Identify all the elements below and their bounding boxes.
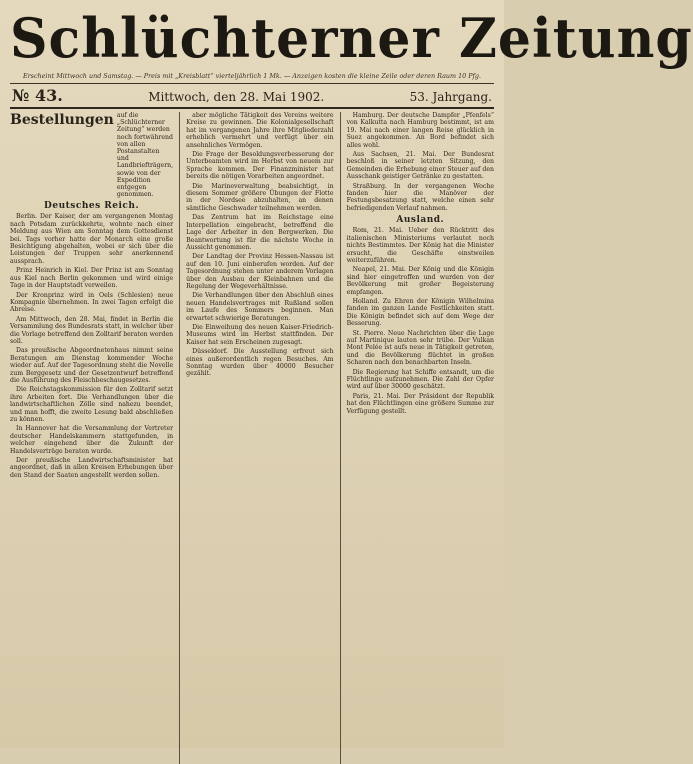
subscription-heading: Bestellungen xyxy=(10,112,114,128)
issue-number: № 43. xyxy=(12,86,63,105)
article-paragraph: Die Einweihung des neuen Kaiser-Friedrich-Museums wird im Herbst stattfinden. Der Kaiser hat sein Erscheinen zugesagt. xyxy=(186,323,334,346)
masthead-title: Schlüchterner Zeitung xyxy=(10,6,693,71)
article-paragraph: Aus Sachsen, 21. Mai. Der Bundesrat beschloß in seiner letzten Sitzung, den Gemeinden die Erhebung einer Steuer auf den Ausschank geistiger Getränke zu gestatten. xyxy=(346,151,494,181)
section-heading: Ausland. xyxy=(396,215,445,226)
article-paragraph: aber mögliche Tätigkeit des Vereins weitere Kreise zu gewinnen. Die Kolonialgesellschaft hat im vergangenen Jahre ihre Mitgliederzahl erheblich vermehrt und verfügt über ein ansehnliches Vermögen. xyxy=(186,112,334,149)
article-paragraph: Der Kronprinz wird in Oels (Schlesien) neue Kompagnie übernehmen. In zwei Tagen erfolgt die Abreise. xyxy=(10,291,174,314)
issue-year: 53. Jahrgang. xyxy=(409,90,492,104)
article-paragraph: Das preußische Abgeordnetenhaus nimmt seine Beratungen am Dienstag kommender Woche wieder auf. Auf der Tagesordnung steht die Novelle zum Berggesetz und der Gesetzentwurf betreffend die Ausführung des Fleischbeschaugesetzes. xyxy=(10,347,174,384)
subscription-text: auf die „Schlüchterner Zeitung“ werden noch fortwährend von allen Postanstalten und Landbriefträgern, sowie von der Expedition entgegen genommen. xyxy=(116,112,174,199)
article-paragraph: In Hannover hat die Versammlung der Vertreter deutscher Handelskammern stattgefunden, in welcher eingehend über die Zukunft der Handelsverträge beraten wurde. xyxy=(10,425,174,455)
section-heading: Deutsches Reich. xyxy=(44,201,140,212)
article-columns xyxy=(10,112,494,764)
article-paragraph: Prinz Heinrich in Kiel. Der Prinz ist am Sonntag aus Kiel nach Berlin gekommen und wird einige Tage in der Hauptstadt verweilen. xyxy=(10,267,174,290)
article-paragraph: Neapel, 21. Mai. Der König und die Königin sind hier eingetroffen und wurden von der Bevölkerung mit großer Begeisterung empfangen. xyxy=(346,266,494,296)
article-paragraph: St. Pierre. Neue Nachrichten über die Lage auf Martinique lauten sehr trübe. Der Vulkan Mont Pelée ist aufs neue in Tätigkeit getreten, und die Bevölkerung flüchtet in großen Scharen nach den benachbarten Inseln. xyxy=(346,329,494,367)
article-paragraph: Rom, 21. Mai. Ueber den Rücktritt des italienischen Ministeriums verlautet noch nichts Bestimmtes. Der König hat die Minister ersucht, die Geschäfte einstweilen weiterzuführen. xyxy=(346,227,494,264)
article-paragraph: Am Mittwoch, den 28. Mai, findet in Berlin die Versammlung des Bundesrats statt, in welcher über die Vorlage betreffend den Zolltarif beraten werden soll. xyxy=(10,315,174,345)
column-3 xyxy=(347,112,494,764)
column-2 xyxy=(186,112,333,764)
column-rule xyxy=(340,112,341,764)
issue-date: Mittwoch, den 28. Mai 1902. xyxy=(148,90,325,104)
article-paragraph: Straßburg. In der vergangenen Woche fanden hier die Manöver der Festungsbesatzung statt, welche einen sehr befriedigenden Verlauf nahmen. xyxy=(346,182,494,212)
subscription-notice xyxy=(10,112,173,198)
article-paragraph: Der preußische Landwirtschaftsminister hat angeordnet, daß in allen Kreisen Erhebungen über den Stand der Saaten angestellt werden sollen. xyxy=(10,457,174,479)
article-paragraph: Hamburg. Der deutsche Dampfer „Pfenfels“ von Kalkutta nach Hamburg bestimmt, ist am 19. Mai nach einer langen Reise glücklich in Suez angekommen. An Bord befindet sich alles wohl. xyxy=(346,112,494,149)
masthead-subline: Erscheint Mittwoch und Samstag. — Preis mit „Kreisblatt“ vierteljährlich 1 Mk. — Anzeigen kosten die kleine Zeile oder deren Raum 10 Pfg. xyxy=(10,72,494,84)
article-paragraph: Die Marineverwaltung beabsichtigt, in diesem Sommer größere Übungen der Flotte in der Nordsee abzuhalten, an denen sämtliche Geschwader teilnehmen werden. xyxy=(186,182,334,212)
article-paragraph: Paris, 21. Mai. Der Präsident der Republik hat den Flüchtlingen eine größere Summe zur Verfügung gestellt. xyxy=(346,392,494,415)
column-rule xyxy=(179,112,180,764)
article-paragraph: Holland. Zu Ehren der Königin Wilhelmina fanden im ganzen Lande Festlichkeiten statt. Die Königin befindet sich auf dem Wege der Besserung. xyxy=(346,297,494,328)
column-1 xyxy=(10,112,173,764)
article-paragraph: Düsseldorf. Die Ausstellung erfreut sich eines außerordentlich regen Besuches. Am Sonntag wurden über 40000 Besucher gezählt. xyxy=(186,348,334,378)
article-paragraph: Die Regierung hat Schiffe entsandt, um die Flüchtlinge aufzunehmen. Die Zahl der Opfer wird auf über 30000 geschätzt. xyxy=(346,368,494,391)
article-paragraph: Die Frage der Besoldungsverbesserung der Unterbeamten wird im Herbst von neuem zur Sprache kommen. Der Finanzminister hat bereits die nötigen Vorarbeiten angeordnet. xyxy=(186,151,334,181)
article-paragraph: Das Zentrum hat im Reichstage eine Interpellation eingebracht, betreffend die Lage der Arbeiter in den Bergwerken. Die Beantwortung ist für die nächste Woche in Aussicht genommen. xyxy=(186,214,334,251)
article-paragraph: Die Verhandlungen über den Abschluß eines neuen Handelsvertrages mit Rußland sollen im Laufe des Sommers beginnen. Man erwartet schwierige Beratungen. xyxy=(186,292,334,322)
article-paragraph: Berlin. Der Kaiser, der am vergangenen Montag nach Potsdam zurückkehrte, wohnte nach einer Meldung aus Wien am Sonntag dem Gottesdienst bei. Tags vorher hatte der Monarch eine große Besichtigung abgehalten, wobei er sich über die Leistungen der Truppen sehr anerkennend aussprach. xyxy=(10,213,174,265)
issue-bar xyxy=(10,84,494,109)
article-paragraph: Der Landtag der Provinz Hessen-Nassau ist auf den 10. Juni einberufen worden. Auf der Tagesordnung stehen unter anderem Vorlagen über den Ausbau der Kleinbahnen und die Regelung der Wegeverhältnisse. xyxy=(186,253,334,290)
article-paragraph: Die Reichstagskommission für den Zolltarif setzt ihre Arbeiten fort. Die Verhandlungen über die landwirtschaftlichen Zölle sind nahezu beendet, und man hofft, die zweite Lesung bald abschließen zu können. xyxy=(10,386,174,423)
